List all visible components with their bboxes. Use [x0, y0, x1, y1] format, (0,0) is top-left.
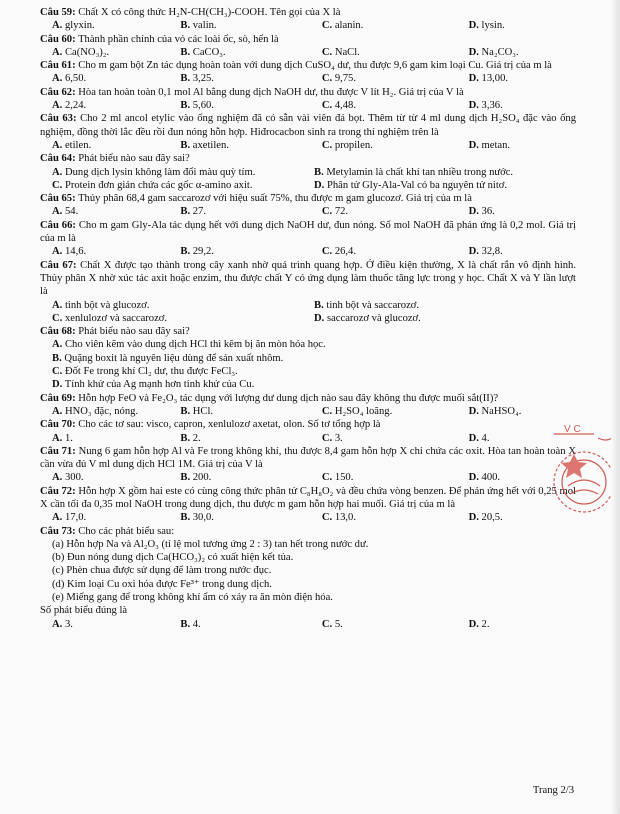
- question: [40, 259, 576, 325]
- statement: (c) Phèn chua được sử dụng để làm trong nước đục.: [52, 565, 272, 577]
- option-label: D.: [52, 379, 63, 391]
- option-label: B.: [180, 405, 191, 417]
- answer-option: [180, 99, 321, 112]
- question: [40, 6, 576, 33]
- question-tail: Số phát biểu đúng là: [40, 605, 128, 617]
- answer-option: [469, 139, 576, 152]
- answer-option: [322, 245, 469, 258]
- answer-option: [52, 72, 180, 85]
- question-text: Hỗn hợp FeO và Fe₂O₃ tác dụng với lượng dư dung dịch nào sau đây không thu được muối sắt(II)?: [78, 392, 499, 404]
- option-text: 5,60.: [192, 100, 214, 112]
- question: [40, 525, 576, 631]
- option-label: C.: [321, 405, 333, 417]
- option-label: C.: [321, 100, 333, 112]
- option-text: 72.: [334, 206, 349, 218]
- question-number: Câu 65:: [40, 193, 76, 205]
- question-number: Câu 72:: [40, 485, 76, 497]
- question-text: Chất X có công thức H₂N-CH(CH₃)-COOH. Tên gọi của X là: [78, 7, 341, 18]
- question-text: Cho các phát biểu sau:: [78, 525, 175, 537]
- answer-option: [52, 338, 576, 351]
- option-text: Metylamin là chất khí tan nhiều trong nước.: [326, 166, 514, 178]
- option-text: 13,0.: [334, 512, 356, 524]
- answer-option: [322, 46, 469, 59]
- question: [40, 325, 576, 391]
- answer-option: [469, 19, 576, 32]
- option-group: [40, 245, 576, 258]
- statement: (d) Kim loại Cu oxi hóa được Fe³⁺ trong dung dịch.: [52, 578, 272, 590]
- question-text: Hỗn hợp X gồm hai este có cùng công thức phân tử C₈H₈O₂ và đều chứa vòng benzen. Để phản ứng hết với 0,25 mol X cần tối đa 0,35 mol NaOH trong dung dịch, thu được m gam hỗn hợp hai muối. Giá trị của m là: [40, 485, 576, 510]
- option-label: D.: [468, 100, 479, 112]
- option-text: 26,4.: [334, 246, 356, 258]
- page-number: Trang 2/3: [532, 785, 574, 796]
- option-group: [40, 299, 576, 326]
- option-text: valin.: [192, 20, 217, 32]
- option-group: [40, 72, 576, 85]
- answer-option: [322, 99, 469, 112]
- option-text: axetilen.: [192, 139, 229, 151]
- option-label: A.: [52, 432, 63, 444]
- option-group: [40, 139, 576, 152]
- option-label: D.: [468, 73, 479, 85]
- option-text: Quặng boxit là nguyên liệu dùng để sản xuất nhôm.: [64, 352, 284, 364]
- question: [40, 219, 576, 259]
- option-text: NaCl.: [334, 46, 360, 58]
- option-text: 3,25.: [192, 73, 214, 85]
- option-label: B.: [180, 139, 191, 151]
- option-text: 3.: [334, 432, 343, 444]
- question-stem: [40, 445, 576, 472]
- option-text: Na₂CO₃.: [481, 46, 519, 58]
- option-text: 30,0.: [192, 512, 214, 524]
- option-text: 27.: [192, 206, 206, 218]
- option-label: B.: [180, 618, 191, 630]
- option-label: D.: [468, 432, 479, 444]
- option-text: 4,48.: [334, 100, 356, 112]
- answer-option: [52, 245, 180, 258]
- question-text: Hòa tan hoàn toàn 0,1 mol Al bằng dung dịch NaOH dư, thu được V lít H₂. Giá trị của V là: [78, 86, 464, 98]
- option-text: 36.: [481, 206, 495, 218]
- question-text: Cho 2 ml ancol etylic vào ống nghiệm đã có sẵn vài viên đá bọt. Thêm từ từ 4 ml dung dịch H₂SO₄ đặc vào ống nghiệm, đồng thời lắc đều rồi đun nóng hỗn hợp. Hiđrocacbon sinh ra trong thí nghiệm trên là: [40, 113, 576, 138]
- answer-option: [180, 245, 321, 258]
- option-label: C.: [321, 246, 333, 258]
- option-label: C.: [321, 512, 333, 524]
- answer-option: [322, 205, 469, 218]
- question-stem: [40, 152, 576, 165]
- option-label: B.: [180, 73, 191, 85]
- answer-option: [52, 511, 180, 524]
- statement: (b) Đun nóng dung dịch Ca(HCO₃)₂ có xuất hiện kết tủa.: [52, 552, 294, 564]
- answer-option: [52, 471, 180, 484]
- option-label: A.: [52, 405, 63, 417]
- answer-option: [314, 312, 576, 325]
- option-label: C.: [321, 206, 333, 218]
- option-label: D.: [468, 472, 479, 484]
- question: [40, 86, 576, 113]
- option-group: [40, 338, 576, 391]
- option-label: B.: [314, 299, 324, 311]
- answer-option: [322, 139, 469, 152]
- question-number: Câu 67:: [40, 259, 77, 271]
- answer-option: [180, 19, 321, 32]
- option-text: CaCO₃.: [192, 46, 226, 58]
- option-text: 4.: [481, 432, 490, 444]
- option-label: B.: [180, 206, 191, 218]
- option-text: 14,6.: [64, 246, 87, 258]
- option-label: B.: [180, 246, 191, 258]
- question: [40, 445, 576, 485]
- option-label: B.: [180, 512, 191, 524]
- answer-option: [180, 471, 321, 484]
- question: [40, 112, 576, 152]
- option-group: [40, 166, 576, 193]
- option-label: D.: [314, 312, 325, 324]
- option-text: 3,36.: [481, 100, 503, 112]
- option-text: HCl.: [192, 405, 214, 417]
- option-label: A.: [52, 100, 63, 112]
- option-label: A.: [52, 20, 63, 32]
- option-label: B.: [52, 352, 62, 364]
- option-text: 4.: [192, 618, 201, 630]
- question-number: Câu 73:: [40, 525, 76, 537]
- answer-option: [469, 618, 576, 631]
- option-label: C.: [52, 179, 63, 191]
- option-label: B.: [180, 46, 191, 58]
- option-text: Cho viên kẽm vào dung dịch HCl thì kẽm bị ăn mòn hóa học.: [64, 339, 326, 351]
- option-label: D.: [468, 206, 479, 218]
- option-text: 300.: [64, 472, 84, 484]
- answer-option: [469, 99, 576, 112]
- option-text: 6,50.: [64, 73, 87, 85]
- question-text: Phát biểu nào sau đây sai?: [78, 326, 190, 338]
- option-label: D.: [468, 405, 479, 417]
- question-stem: [40, 525, 576, 538]
- option-text: saccarozơ và glucozơ.: [326, 312, 421, 324]
- option-text: 29,2.: [192, 246, 214, 258]
- question-number: Câu 71:: [40, 445, 76, 457]
- question-stem: [40, 259, 576, 299]
- option-text: 2.: [481, 618, 490, 630]
- option-label: C.: [321, 20, 333, 32]
- option-label: C.: [321, 618, 333, 630]
- question-stem: [40, 6, 576, 19]
- option-group: [40, 99, 576, 112]
- option-text: tinh bột và glucozơ.: [64, 299, 150, 311]
- option-label: A.: [52, 46, 63, 58]
- question-list: [40, 6, 576, 631]
- question-text: Cho các tơ sau: visco, capron, xenlulozơ axetat, olon. Số tơ tổng hợp là: [78, 419, 381, 431]
- option-text: Protein đơn giản chứa các gốc α-amino axit.: [64, 179, 253, 191]
- option-text: 9,75.: [334, 73, 356, 85]
- option-label: D.: [468, 20, 479, 32]
- option-label: B.: [180, 20, 191, 32]
- answer-option: [322, 72, 469, 85]
- question-number: Câu 68:: [40, 326, 76, 338]
- option-text: NaHSO₄.: [481, 405, 522, 417]
- answer-option: [180, 405, 321, 418]
- answer-option: [52, 352, 576, 365]
- option-label: C.: [321, 73, 333, 85]
- question-number: Câu 64:: [40, 153, 76, 165]
- option-label: D.: [468, 512, 479, 524]
- option-label: A.: [52, 206, 63, 218]
- option-text: 32,8.: [481, 246, 503, 258]
- answer-option: [469, 245, 576, 258]
- question-text: Cho m gam Gly-Ala tác dụng hết với dung dịch NaOH dư, đun nóng. Số mol NaOH đã phản ứng là 0,2 mol. Giá trị của m là: [40, 219, 576, 245]
- answer-option: [469, 46, 576, 59]
- question-text: Phát biểu nào sau đây sai?: [78, 153, 190, 165]
- option-text: H₂SO₄ loãng.: [334, 405, 393, 417]
- red-stamp-icon: [548, 420, 620, 515]
- option-text: xenlulozơ và saccarozơ.: [64, 312, 168, 324]
- question-text: Cho m gam bột Zn tác dụng hoàn toàn với dung dịch CuSO₄ dư, thu được 9,6 gam kim loại Cu. Giá trị của m là: [78, 60, 552, 72]
- question-text: Thành phần chính của vỏ các loài ốc, sò, hến là: [78, 33, 279, 45]
- question-text: Nung 6 gam hỗn hợp Al và Fe trong không khí, thu được 8,4 gam hỗn hợp X chỉ chứa các oxit. Hòa tan hoàn toàn X cần vừa đủ V ml dung dịch HCl 1M. Giá trị của V là: [40, 445, 577, 471]
- question: [40, 59, 576, 86]
- answer-option: [52, 312, 314, 325]
- option-group: [40, 471, 576, 484]
- answer-option: [52, 618, 180, 631]
- option-label: D.: [468, 46, 479, 58]
- statement: (a) Hỗn hợp Na và Al₂O₃ (tỉ lệ mol tương ứng 2 : 3) tan hết trong nước dư.: [52, 538, 369, 550]
- option-label: C.: [52, 312, 63, 324]
- option-label: A.: [52, 618, 63, 630]
- answer-option: [322, 471, 469, 484]
- option-label: A.: [52, 73, 63, 85]
- question: [40, 192, 576, 219]
- option-text: 2,24.: [64, 100, 87, 112]
- question-stem: [40, 33, 576, 46]
- option-text: HNO₃ đặc, nóng.: [64, 405, 139, 417]
- option-label: B.: [314, 166, 324, 178]
- option-text: 1.: [64, 432, 73, 444]
- option-label: C.: [321, 46, 333, 58]
- question-number: Câu 62:: [40, 86, 76, 98]
- answer-option: [180, 432, 321, 445]
- question-number: Câu 66:: [40, 219, 76, 231]
- option-label: A.: [52, 472, 63, 484]
- option-text: propilen.: [334, 139, 373, 151]
- option-label: D.: [468, 246, 479, 258]
- question-stem: [40, 325, 576, 338]
- answer-option: [314, 166, 576, 179]
- question-stem: [40, 219, 576, 246]
- answer-option: [180, 72, 321, 85]
- option-label: D.: [468, 618, 479, 630]
- option-text: 20,5.: [481, 512, 503, 524]
- option-text: 13,00.: [481, 73, 509, 85]
- answer-option: [52, 179, 314, 192]
- option-label: C.: [52, 366, 63, 378]
- option-group: [40, 19, 576, 32]
- answer-option: [322, 618, 469, 631]
- binder-edge: [611, 0, 620, 814]
- option-group: [40, 205, 576, 218]
- answer-option: [180, 139, 321, 152]
- option-text: alanin.: [334, 20, 364, 32]
- option-label: C.: [321, 139, 333, 151]
- option-label: C.: [321, 432, 333, 444]
- question-stem: [40, 86, 576, 99]
- option-label: A.: [52, 299, 63, 311]
- question: [40, 418, 576, 445]
- option-label: A.: [52, 246, 63, 258]
- option-label: B.: [180, 100, 191, 112]
- option-label: B.: [180, 432, 191, 444]
- option-text: 17,0.: [64, 512, 87, 524]
- option-label: D.: [314, 179, 325, 191]
- question-number: Câu 61:: [40, 60, 76, 72]
- option-text: Dung dịch lysin không làm đổi màu quỳ tím.: [64, 166, 256, 178]
- answer-option: [52, 99, 180, 112]
- question-stem: [40, 59, 576, 72]
- question-number: Câu 60:: [40, 33, 76, 45]
- question-number: Câu 70:: [40, 419, 76, 431]
- answer-option: [469, 72, 576, 85]
- answer-option: [52, 19, 180, 32]
- answer-option: [322, 19, 469, 32]
- answer-option: [322, 511, 469, 524]
- option-label: C.: [321, 472, 333, 484]
- question-number: Câu 69:: [40, 392, 76, 404]
- option-text: lysin.: [481, 20, 505, 32]
- option-label: A.: [52, 339, 63, 351]
- option-text: Đốt Fe trong khí Cl₂ dư, thu được FeCl₃.: [64, 366, 238, 378]
- option-text: etilen.: [64, 139, 92, 151]
- answer-option: [52, 299, 314, 312]
- svg-text:V C: V C: [564, 424, 581, 435]
- answer-option: [314, 299, 576, 312]
- answer-option: [52, 432, 180, 445]
- question-text: Chất X được tạo thành trong cây xanh nhờ quá trình quang hợp. Ở điều kiện thường, X là chất rắn vô định hình. Thủy phân X nhờ xúc tác axit hoặc enzim, thu được chất Y có ứng dụng làm thuốc tăng lực trong y học. Chất X và Y lần lượt là: [40, 259, 576, 298]
- answer-option: [52, 365, 576, 378]
- answer-option: [469, 405, 576, 418]
- question: [40, 33, 576, 60]
- question: [40, 485, 576, 525]
- option-text: 150.: [334, 472, 354, 484]
- answer-option: [180, 511, 321, 524]
- answer-option: [52, 166, 314, 179]
- answer-option: [180, 46, 321, 59]
- option-text: 5.: [334, 618, 343, 630]
- answer-option: [322, 405, 469, 418]
- answer-option: [52, 205, 180, 218]
- answer-option: [52, 46, 180, 59]
- option-text: tinh bột và saccarozơ.: [326, 299, 420, 311]
- question-stem: [40, 112, 576, 139]
- option-label: A.: [52, 139, 63, 151]
- option-text: Ca(NO₃)₂.: [64, 46, 110, 58]
- question-stem: [40, 392, 576, 405]
- option-text: 200.: [192, 472, 212, 484]
- answer-option: [180, 618, 321, 631]
- answer-option: [314, 179, 576, 192]
- option-text: Tính khử của Ag mạnh hơn tính khử của Cu.: [64, 379, 255, 391]
- option-group: [40, 405, 576, 418]
- option-text: 3.: [64, 618, 73, 630]
- statement: (e) Miếng gang để trong không khí ẩm có xảy ra ăn mòn điện hóa.: [52, 592, 333, 604]
- answer-option: [52, 139, 180, 152]
- option-text: 400.: [481, 472, 501, 484]
- option-group: [40, 46, 576, 59]
- question-stem: [40, 485, 576, 512]
- option-text: Phân tử Gly-Ala-Val có ba nguyên tử nitơ.: [326, 179, 508, 191]
- question-number: Câu 59:: [40, 7, 76, 18]
- answer-option: [180, 205, 321, 218]
- option-label: D.: [468, 139, 479, 151]
- option-group: [40, 511, 576, 524]
- answer-option: [52, 378, 576, 391]
- question: [40, 392, 576, 419]
- option-text: 54.: [64, 206, 79, 218]
- option-text: 2.: [192, 432, 201, 444]
- answer-option: [52, 405, 180, 418]
- answer-option: [469, 205, 576, 218]
- question-number: Câu 63:: [40, 113, 77, 125]
- answer-option: [322, 432, 469, 445]
- question-stem: [40, 192, 576, 205]
- question-stem: [40, 418, 576, 431]
- option-text: metan.: [481, 139, 511, 151]
- option-group: [40, 618, 576, 631]
- question: [40, 152, 576, 192]
- option-label: B.: [180, 472, 191, 484]
- option-text: glyxin.: [64, 20, 95, 32]
- option-group: [40, 432, 576, 445]
- option-label: A.: [52, 166, 63, 178]
- question-text: Thủy phân 68,4 gam saccarozơ với hiệu suất 75%, thu được m gam glucozơ. Giá trị của m là: [78, 193, 472, 205]
- option-label: A.: [52, 512, 63, 524]
